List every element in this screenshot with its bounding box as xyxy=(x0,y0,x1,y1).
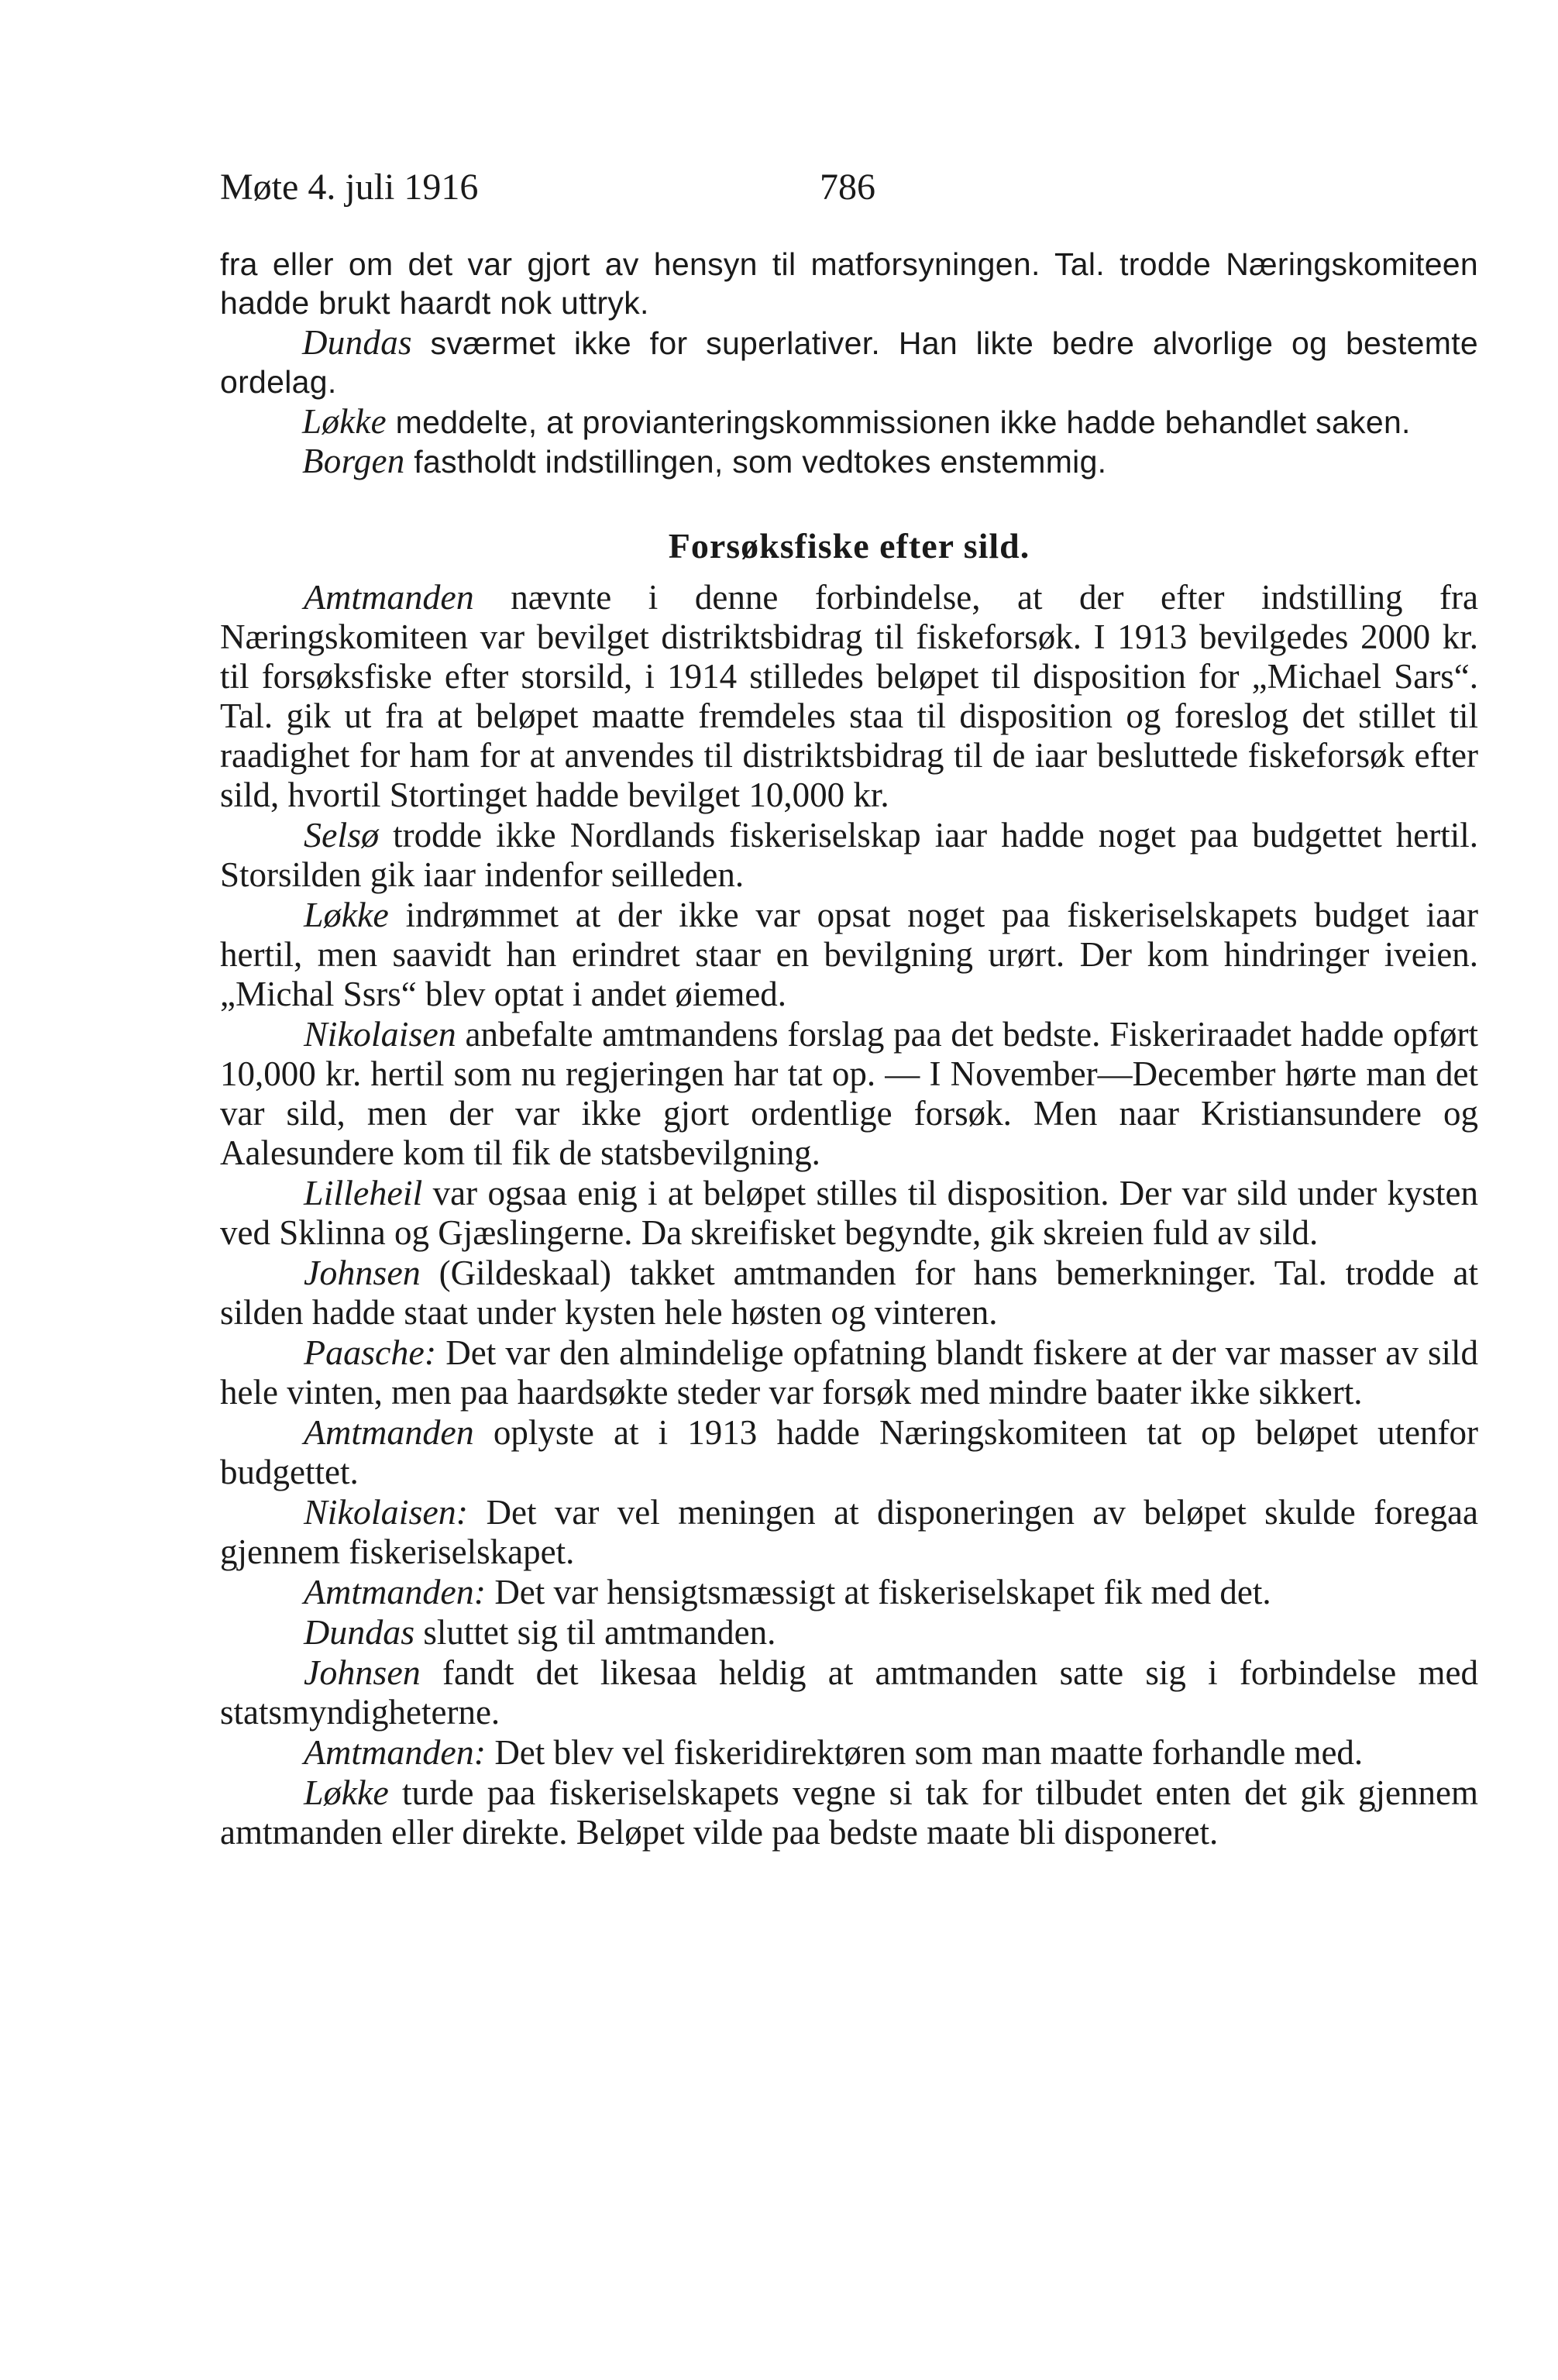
speaker-name: Amtmanden xyxy=(304,577,474,617)
paragraph xyxy=(220,1653,1478,1732)
speaker-name: Løkke xyxy=(302,401,387,441)
page-body xyxy=(220,245,1478,1852)
paragraph-text: var ogsaa enig i at beløpet stilles til disposition. Der var sild under kysten ved Sklinna og Gjæslingerne. Da skreifisket begyndte, gik skreien fuld av sild. xyxy=(220,1174,1478,1253)
paragraph-text: indrømmet at der ikke var opsat noget paa fiskeriselskapets budget iaar hertil, men saavidt han erindret staar en bevilgning urørt. Der kom hindringer iveien. „Michal Ssrs“ blev optat i andet øiemed. xyxy=(220,896,1478,1014)
paragraph-text: fandt det likesaa heldig at amtmanden satte sig i forbindelse med statsmyndigheterne. xyxy=(220,1653,1478,1732)
paragraph-text: trodde ikke Nordlands fiskeriselskap iaar hadde noget paa budgettet hertil. Storsilden gik iaar indenfor seilleden. xyxy=(220,816,1478,895)
paragraph-text: turde paa fiskeriselskapets vegne si tak for tilbudet enten det gik gjennem amtmanden eller direkte. Beløpet vilde paa bedste maate bli disponeret. xyxy=(220,1773,1478,1852)
speaker-name: Borgen xyxy=(302,442,405,481)
paragraph xyxy=(220,442,1478,481)
paragraph-text: fra eller om det var gjort av hensyn til matforsyningen. Tal. trodde Næringskomiteen hadde brukt haardt nok uttryk. xyxy=(220,246,1478,322)
paragraph xyxy=(220,1253,1478,1333)
paragraph xyxy=(220,1612,1478,1653)
speaker-name: Dundas xyxy=(304,1612,415,1653)
paragraph xyxy=(220,895,1478,1014)
speaker-name: Amtmanden: xyxy=(304,1732,487,1773)
speaker-name: Johnsen xyxy=(304,1653,421,1693)
paragraph xyxy=(220,1773,1478,1852)
paragraph xyxy=(220,577,1478,815)
section-body xyxy=(220,577,1478,1852)
paragraph-text: meddelte, at provianteringskommissionen ikke hadde behandlet saken. xyxy=(386,404,1411,440)
paragraph xyxy=(220,1732,1478,1773)
speaker-name: Nikolaisen xyxy=(304,1014,456,1054)
speaker-name: Amtmanden xyxy=(304,1412,474,1453)
paragraph xyxy=(220,1572,1478,1612)
running-head xyxy=(220,164,1478,211)
speaker-name: Lilleheil xyxy=(304,1173,423,1213)
speaker-name: Amtmanden: xyxy=(304,1572,487,1612)
speaker-name: Dundas xyxy=(302,322,412,362)
paragraph xyxy=(220,1333,1478,1412)
paragraph-text: sluttet sig til amtmanden. xyxy=(414,1613,776,1653)
paragraph-text: (Gildeskaal) takket amtmanden for hans bemerkninger. Tal. trodde at silden hadde staat under kysten hele høsten og vinteren. xyxy=(220,1254,1478,1333)
speaker-name: Paasche: xyxy=(304,1333,437,1373)
intro-block xyxy=(220,245,1478,481)
paragraph-text: oplyste at i 1913 hadde Næringskomiteen tat op beløpet utenfor budgettet. xyxy=(220,1413,1478,1492)
paragraph-text: Det var hensigtsmæssigt at fiskeriselskapet fik med det. xyxy=(486,1573,1271,1612)
speaker-name: Løkke xyxy=(304,1773,389,1813)
paragraph xyxy=(220,815,1478,895)
paragraph xyxy=(220,1492,1478,1572)
paragraph-text: nævnte i denne forbindelse, at der efter indstilling fra Næringskomiteen var bevilget distriktsbidrag til fiskeforsøk. I 1913 bevilgedes 2000 kr. til forsøksfiske efter storsild, i 1914 stilledes beløpet til disposition for „Michael Sars“. Tal. gik ut fra at beløpet maatte fremdeles staa til disposition og foreslog det stillet til raadighet for ham for at anvendes til distriktsbidrag til de iaar besluttede fiskeforsøk efter sild, hvortil Stortinget hadde bevilget 10,000 kr. xyxy=(220,578,1478,815)
speaker-name: Løkke xyxy=(304,895,389,935)
meeting-date: Møte 4. juli 1916 xyxy=(220,167,479,208)
section-heading: Forsøksfiske efter sild. xyxy=(668,526,1030,566)
speaker-name: Nikolaisen: xyxy=(304,1492,469,1532)
speaker-name: Johnsen xyxy=(304,1253,421,1293)
paragraph xyxy=(220,245,1478,323)
paragraph xyxy=(220,323,1478,402)
paragraph xyxy=(220,1412,1478,1492)
paragraph-text: anbefalte amtmandens forslag paa det bedste. Fiskeriraadet hadde opført 10,000 kr. hertil som nu regjeringen har tat op. — I November—December hørte man det var sild, men der var ikke gjort ordentlige forsøk. Men naar Kristiansundere og Aalesundere kom til fik de statsbevilgning. xyxy=(220,1015,1478,1173)
paragraph xyxy=(220,1173,1478,1253)
paragraph-text: fastholdt indstillingen, som vedtokes enstemmig. xyxy=(404,444,1107,480)
paragraph xyxy=(220,402,1478,442)
speaker-name: Selsø xyxy=(304,815,380,855)
paragraph-text: Det blev vel fiskeridirektøren som man maatte forhandle med. xyxy=(486,1733,1364,1773)
paragraph-text: Det var den almindelige opfatning blandt fiskere at der var masser av sild hele vinten, men paa haardsøkte steder var forsøk med mindre baater ikke sikkert. xyxy=(220,1333,1478,1412)
paragraph xyxy=(220,1014,1478,1173)
paragraph-text: sværmet ikke for superlativer. Han likte bedre alvorlige og bestemte ordelag. xyxy=(220,325,1478,401)
paragraph-text: Det var vel meningen at disponeringen av beløpet skulde foregaa gjennem fiskeriselskapet. xyxy=(220,1493,1478,1572)
page-number: 786 xyxy=(820,167,875,208)
